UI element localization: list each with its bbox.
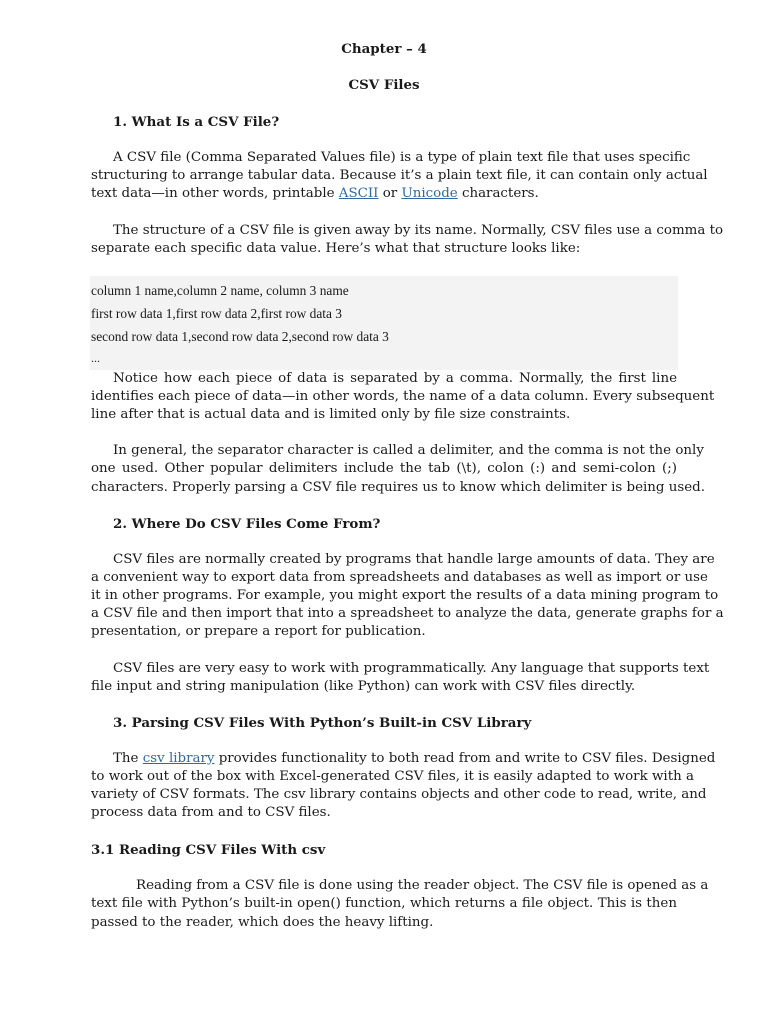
paragraph-line: one used. Other popular delimiters include the tab (\t), colon (:) and semi-colon (;) xyxy=(91,461,677,476)
ascii-link[interactable]: ASCII xyxy=(338,186,379,201)
text-span: characters. xyxy=(457,186,539,201)
paragraph-line: A CSV file (Comma Separated Values file) is a type of plain text file that uses specific xyxy=(113,150,691,165)
code-line: first row data 1,first row data 2,first row data 3 xyxy=(91,306,343,321)
code-line: second row data 1,second row data 2,second row data 3 xyxy=(91,329,389,344)
paragraph-line: process data from and to CSV files. xyxy=(91,805,331,820)
paragraph-line: CSV files are very easy to work with programmatically. Any language that supports text xyxy=(113,661,710,676)
paragraph-line: to work out of the box with Excel-generated CSV files, it is easily adapted to work with a xyxy=(91,769,694,784)
paragraph-line: separate each specific data value. Here’s what that structure looks like: xyxy=(91,241,581,256)
paragraph-line: characters. Properly parsing a CSV file requires us to know which delimiter is being used. xyxy=(91,480,705,495)
text-span: text data—in other words, printable xyxy=(91,186,339,201)
paragraph-line: In general, the separator character is called a delimiter, and the comma is not the only xyxy=(113,443,704,458)
paragraph-line: Notice how each piece of data is separated by a comma. Normally, the first line xyxy=(113,371,677,386)
paragraph-line: passed to the reader, which does the heavy lifting. xyxy=(91,915,434,930)
section-heading-2: 2. Where Do CSV Files Come From? xyxy=(113,516,381,532)
code-line: column 1 name,column 2 name, column 3 name xyxy=(91,283,349,298)
section-heading-3: 3. Parsing CSV Files With Python’s Built-in CSV Library xyxy=(113,715,532,731)
paragraph-line: The structure of a CSV file is given away by its name. Normally, CSV files use a comma to xyxy=(113,223,724,238)
paragraph-line xyxy=(91,186,677,201)
paragraph-line: line after that is actual data and is limited only by file size constraints. xyxy=(91,407,571,422)
paragraph-line: identifies each piece of data—in other words, the name of a data column. Every subsequent xyxy=(91,389,715,404)
chapter-label: Chapter – 4 xyxy=(341,41,427,57)
paragraph-line: it in other programs. For example, you might export the results of a data mining program to xyxy=(91,588,719,603)
paragraph-line: a CSV file and then import that into a spreadsheet to analyze the data, generate graphs for a xyxy=(91,606,724,621)
paragraph-line: variety of CSV formats. The csv library contains objects and other code to read, write, and xyxy=(91,787,707,802)
code-line: ... xyxy=(91,351,100,365)
text-span: or xyxy=(378,186,402,201)
paragraph-line: structuring to arrange tabular data. Because it’s a plain text file, it can contain only actual xyxy=(91,168,708,183)
subsection-heading-3-1: 3.1 Reading CSV Files With csv xyxy=(91,842,326,858)
paragraph-line: CSV files are normally created by programs that handle large amounts of data. They are xyxy=(113,552,715,567)
paragraph-line: presentation, or prepare a report for publication. xyxy=(91,624,426,639)
text-span: provides functionality to both read from and write to CSV files. Designed xyxy=(214,751,716,766)
paragraph-line: a convenient way to export data from spreadsheets and databases as well as import or use xyxy=(91,570,708,585)
paragraph-line: text file with Python’s built-in open() function, which returns a file object. This is then xyxy=(91,896,677,911)
paragraph-line xyxy=(113,751,716,766)
csv-library-link[interactable]: csv library xyxy=(142,751,215,766)
page-title: CSV Files xyxy=(348,77,420,93)
section-heading-1: 1. What Is a CSV File? xyxy=(113,114,280,130)
paragraph-line: file input and string manipulation (like Python) can work with CSV files directly. xyxy=(91,679,636,694)
unicode-link[interactable]: Unicode xyxy=(401,186,458,201)
text-span: The xyxy=(113,751,143,766)
paragraph-line: Reading from a CSV file is done using the reader object. The CSV file is opened as a xyxy=(136,878,709,893)
